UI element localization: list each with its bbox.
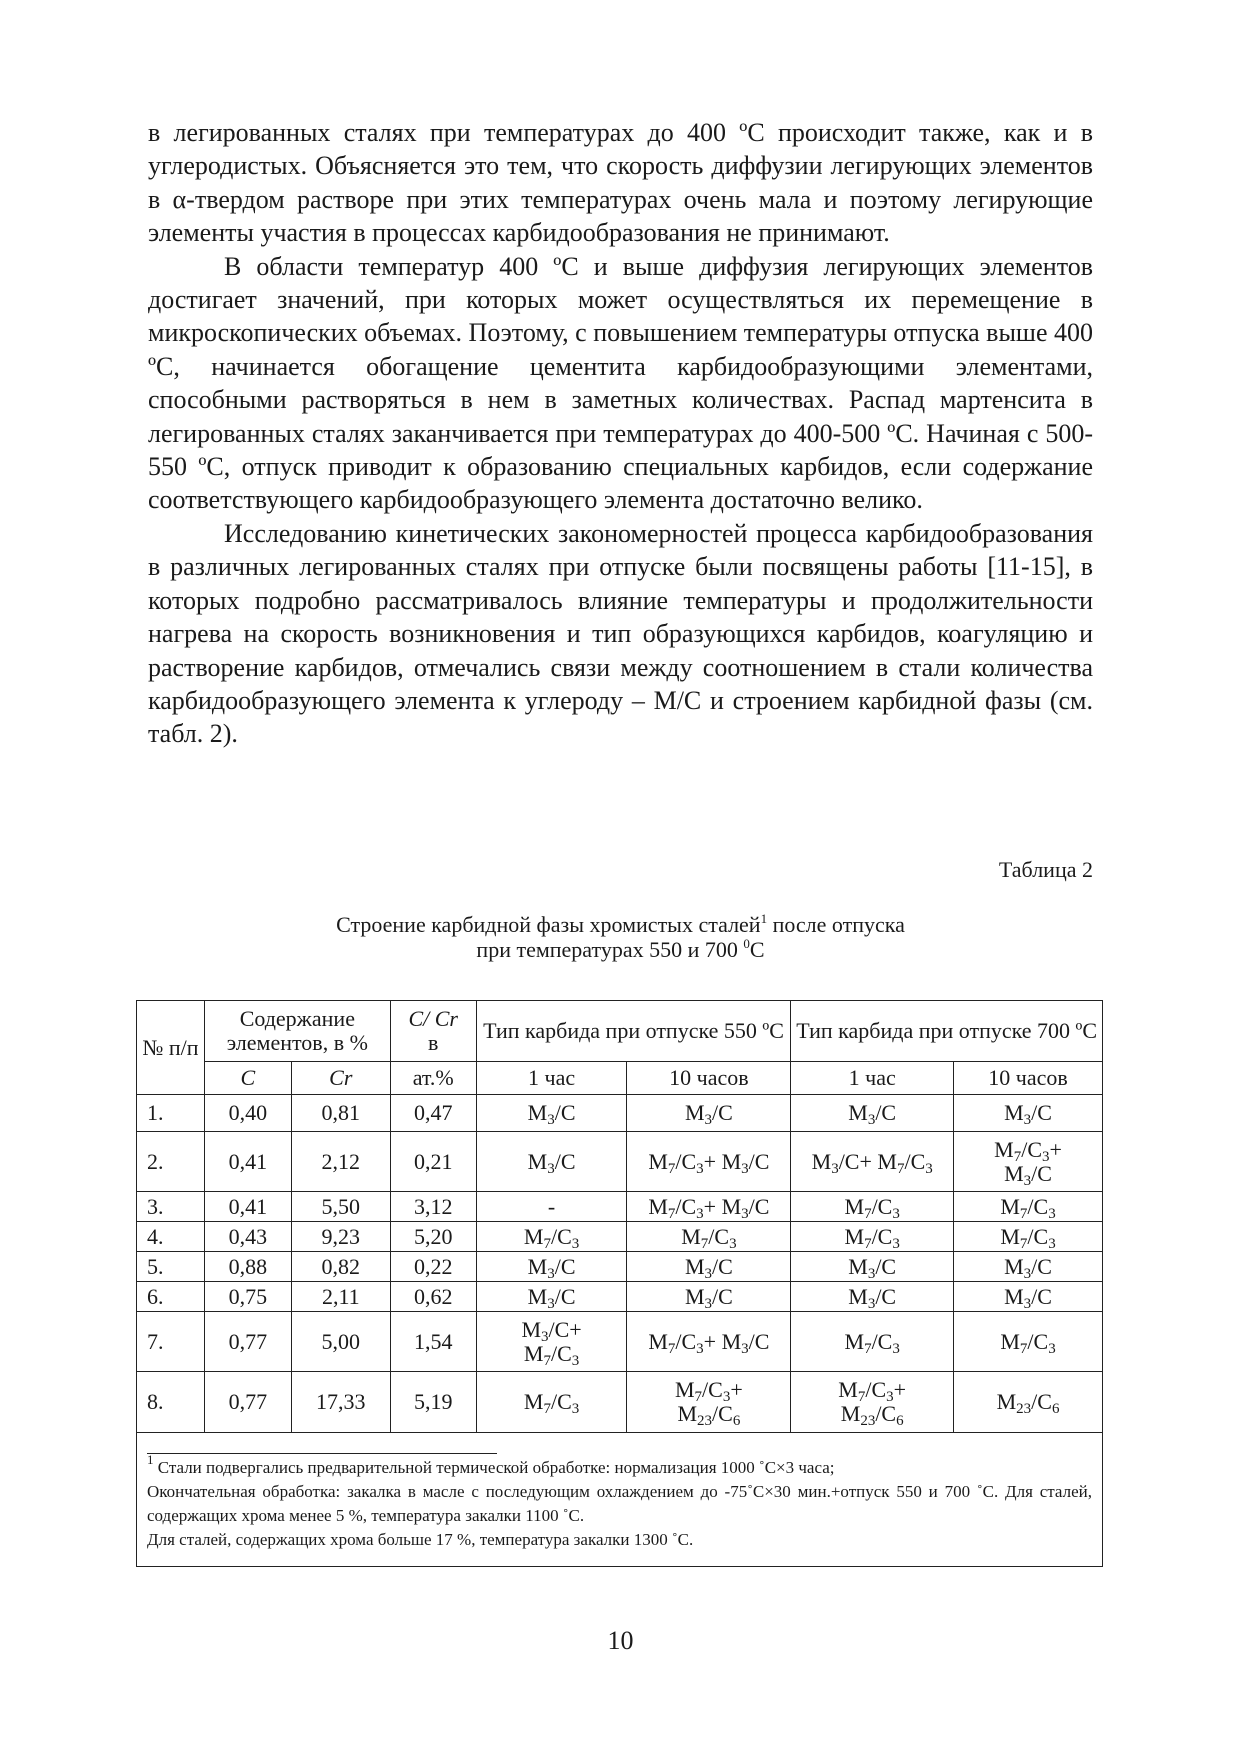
table-row xyxy=(137,1252,1103,1282)
cell-550-10h: $M_7/C_3+$ $M_{23}/C_6$ xyxy=(627,1372,791,1433)
cell-700-10h: $M_7/C_3+$ $M_3/C$ xyxy=(954,1132,1103,1192)
header-ratio-in: в xyxy=(428,1030,439,1055)
row-num: 3. xyxy=(137,1192,205,1222)
cell-550-10h: $M_7/C_3+ M_3/C$ xyxy=(627,1132,791,1192)
cell-700-10h: $M_3/C$ xyxy=(954,1252,1103,1282)
paragraph-2: В области температур 400 ºС и выше диффузия легирующих элементов достигает значений, при которых может осуществляться их перемещение в микроскопических объемах. Поэтому, с повышением температуры отпуска выше 400 ºС, начинается обогащение цементита карбидообразующими элементами, способными растворяться в нем в заметных количествах. Распад мартенсита в легированных сталях заканчивается при температурах до 400-500 ºС. Начиная с 500-550 ºС, отпуск приводит к образованию специальных карбидов, если содержание соответствующего карбидообразующего элемента достаточно велико. xyxy=(148,251,1093,515)
header-num: № п/п xyxy=(137,1001,205,1095)
cell-550-10h: $M_7/C_3$ xyxy=(627,1222,791,1252)
cell-550-1h: $M_3/C$ xyxy=(476,1095,627,1132)
cell-700-1h: $M_7/C_3$ xyxy=(791,1222,954,1252)
footnote-line-3: Для сталей, содержащих хрома больше 17 %, температура закалки 1300 ˚С. xyxy=(147,1530,694,1549)
cell-700-10h: $M_7/C_3$ xyxy=(954,1222,1103,1252)
footnote-text-1: Стали подвергались предварительной термической обработке: нормализация 1000 ˚С×3 часа; xyxy=(153,1458,835,1477)
row-num: 5. xyxy=(137,1252,205,1282)
table-title-line2: при температурах 550 и 700 xyxy=(476,937,744,962)
footnote-row xyxy=(137,1433,1103,1567)
header-550-1h: 1 час xyxy=(476,1062,627,1095)
table-title-line1: Строение карбидной фазы хромистых сталей xyxy=(336,912,761,937)
cell-cr: 2,11 xyxy=(291,1282,390,1312)
cell-c: 0,88 xyxy=(204,1252,291,1282)
header-row-2 xyxy=(137,1062,1103,1095)
table-row xyxy=(137,1372,1103,1433)
cell-700-10h: $M_3/C$ xyxy=(954,1095,1103,1132)
cell-cr: 5,00 xyxy=(291,1312,390,1372)
cell-cr: 9,23 xyxy=(291,1222,390,1252)
header-550-10h: 10 часов xyxy=(627,1062,791,1095)
cell-ratio: 1,54 xyxy=(390,1312,476,1372)
footnote-line-2: Окончательная обработка: закалка в масле с последующим охлаждением до -75˚С×30 мин.+отпуск 550 и 700 ˚С. Для сталей, содержащих хрома менее 5 %, температура закалки 1100 ˚С. xyxy=(147,1482,1092,1525)
cell-cr: 0,82 xyxy=(291,1252,390,1282)
degree-sup: 0 xyxy=(743,936,750,951)
header-700-10h: 10 часов xyxy=(954,1062,1103,1095)
table-row xyxy=(137,1282,1103,1312)
row-num: 6. xyxy=(137,1282,205,1312)
row-num: 8. xyxy=(137,1372,205,1433)
cell-c: 0,77 xyxy=(204,1312,291,1372)
cell-ratio: 0,47 xyxy=(390,1095,476,1132)
cell-550-10h: $M_7/C_3+ M_3/C$ xyxy=(627,1312,791,1372)
cell-cr: 17,33 xyxy=(291,1372,390,1433)
cell-550-10h: $M_7/C_3+ M_3/C$ xyxy=(627,1192,791,1222)
cell-c: 0,77 xyxy=(204,1372,291,1433)
cell-700-1h: $M_3/C$ xyxy=(791,1282,954,1312)
footnote-mark: 1 xyxy=(147,1452,154,1467)
table-row xyxy=(137,1222,1103,1252)
header-c-label: C xyxy=(240,1065,256,1090)
cell-ratio: 5,19 xyxy=(390,1372,476,1433)
cell-c: 0,43 xyxy=(204,1222,291,1252)
cell-ratio: 5,20 xyxy=(390,1222,476,1252)
cell-550-10h: $M_3/C$ xyxy=(627,1282,791,1312)
cell-550-1h: $M_3/C$ xyxy=(476,1252,627,1282)
header-t700: Тип карбида при отпуске 700 ºС xyxy=(791,1001,1103,1062)
cell-550-1h: $M_3/C$ xyxy=(476,1282,627,1312)
cell-700-1h: $M_7/C_3$ xyxy=(791,1312,954,1372)
body-text xyxy=(148,116,1093,751)
cell-700-10h: $M_7/C_3$ xyxy=(954,1312,1103,1372)
header-ratio-label: C/ Cr xyxy=(408,1006,458,1031)
cell-700-10h: $M_7/C_3$ xyxy=(954,1192,1103,1222)
footnote-ref: 1 xyxy=(760,911,768,926)
cell-ratio: 3,12 xyxy=(390,1192,476,1222)
cell-550-1h: $M_3/C+$ $M_7/C_3$ xyxy=(476,1312,627,1372)
table-title-line1-end: после отпуска xyxy=(767,912,905,937)
table-row xyxy=(137,1132,1103,1192)
cell-550-10h: $M_3/C$ xyxy=(627,1095,791,1132)
header-t550: Тип карбида при отпуске 550 ºС xyxy=(476,1001,791,1062)
row-num: 1. xyxy=(137,1095,205,1132)
cell-700-1h: $M_7/C_3$ xyxy=(791,1192,954,1222)
footnote-line-1 xyxy=(147,1452,1092,1480)
table-footnote xyxy=(137,1433,1103,1567)
header-cr-label: Cr xyxy=(329,1065,353,1090)
cell-700-1h: $M_3/C$ xyxy=(791,1095,954,1132)
footnote-rule xyxy=(147,1453,497,1454)
cell-550-1h: - xyxy=(476,1192,627,1222)
cell-c: 0,41 xyxy=(204,1132,291,1192)
header-ratio xyxy=(390,1001,476,1062)
cell-c: 0,75 xyxy=(204,1282,291,1312)
header-content: Содержание элементов, в % xyxy=(204,1001,390,1062)
cell-550-10h: $M_3/C$ xyxy=(627,1252,791,1282)
table-row xyxy=(137,1095,1103,1132)
paragraph-3: Исследованию кинетических закономерностей процесса карбидообразования в различных легированных сталях при отпуске были посвящены работы [11-15], в которых подробно рассматривалось влияние температуры и продолжительности нагрева на скорость возникновения и тип образующихся карбидов, коагуляцию и растворение карбидов, отмечались связи между соотношением в стали количества карбидообразующего элемента к углероду – М/С и строением карбидной фазы (см. табл. 2). xyxy=(148,518,1093,749)
cell-c: 0,41 xyxy=(204,1192,291,1222)
header-c xyxy=(204,1062,291,1095)
cell-ratio: 0,22 xyxy=(390,1252,476,1282)
page-number: 10 xyxy=(607,1626,634,1655)
table-title xyxy=(148,912,1093,962)
table-title-line2-end: С xyxy=(749,937,765,962)
cell-ratio: 0,21 xyxy=(390,1132,476,1192)
header-ratio-unit: ат.% xyxy=(390,1062,476,1095)
cell-550-1h: $M_7/C_3$ xyxy=(476,1222,627,1252)
header-700-1h: 1 час xyxy=(791,1062,954,1095)
cell-700-1h: $M_7/C_3+$ $M_{23}/C_6$ xyxy=(791,1372,954,1433)
cell-700-1h: $M_3/C$ xyxy=(791,1252,954,1282)
table-caption: Таблица 2 xyxy=(998,857,1093,882)
cell-c: 0,40 xyxy=(204,1095,291,1132)
cell-700-10h: $M_{23}/C_6$ xyxy=(954,1372,1103,1433)
row-num: 7. xyxy=(137,1312,205,1372)
header-cr xyxy=(291,1062,390,1095)
row-num: 2. xyxy=(137,1132,205,1192)
cell-550-1h: $M_7/C_3$ xyxy=(476,1372,627,1433)
table-row xyxy=(137,1192,1103,1222)
paragraph-1: в легированных сталях при температурах до 400 ºС происходит также, как и в углеродистых. Объясняется это тем, что скорость диффузии легирующих элементов в α-твердом растворе при этих температурах очень мала и поэтому легирующие элементы участия в процессах карбидообразования не принимают. xyxy=(148,118,1093,248)
row-num: 4. xyxy=(137,1222,205,1252)
header-row-1 xyxy=(137,1001,1103,1062)
carbide-table xyxy=(136,1000,1103,1567)
cell-550-1h: $M_3/C$ xyxy=(476,1132,627,1192)
cell-700-1h: $M_3/C+ M_7/C_3$ xyxy=(791,1132,954,1192)
cell-cr: 2,12 xyxy=(291,1132,390,1192)
cell-cr: 0,81 xyxy=(291,1095,390,1132)
cell-ratio: 0,62 xyxy=(390,1282,476,1312)
cell-cr: 5,50 xyxy=(291,1192,390,1222)
table-row xyxy=(137,1312,1103,1372)
cell-700-10h: $M_3/C$ xyxy=(954,1282,1103,1312)
